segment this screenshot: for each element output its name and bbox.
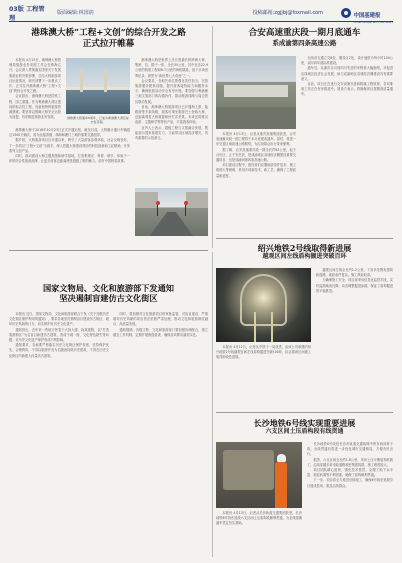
logo-title: 中国基建报 [353, 12, 381, 19]
paragraph: 越观区间左线全长约1.2公里，下穿多处既有建筑和道路，地质条件复杂，施工风险较高。 [316, 268, 393, 278]
article-changsha [216, 418, 393, 436]
paragraph: 本报讯 4月13日，记者从长沙轨道交通集团获悉，长沙地铁6号线东延段六支区间土压盾构段顺利贯通，为全线按期通车奠定坚实基础。 [216, 511, 302, 526]
article-expressway [216, 28, 393, 47]
paragraph: 项目团队精心组织，强化技术管控，克服了地下水丰富、地层软弱等不利因素，确保了盾构顺利贯通。 [307, 468, 393, 478]
tunnel-photo [216, 268, 311, 342]
page-header [9, 4, 393, 22]
article-hzmb-body-2 [9, 128, 130, 164]
section-divider [9, 250, 208, 251]
worker-photo [216, 442, 302, 508]
article-hzmb-headline-2: 正式拉开帷幕 [82, 38, 135, 49]
article-expressway-headline-1: 合安高速重庆段一期月底通车 [248, 28, 361, 38]
paragraph: 同时，要加强对文化旅游项目的审批监管，对盲目建设、严重破坏历史风貌的项目依法依规严肃处理，推动文化和旅游深度融合、高质量发展。 [113, 312, 208, 327]
paragraph: 全线设互通立交8处、服务区2处，设计速度为每小时100公里，双向四车道标准建设。 [301, 56, 393, 66]
article-expressway-body-2 [301, 56, 393, 98]
article-shaoxing [216, 243, 393, 261]
paragraph: 港珠澳大桥是世界上总长度最长的跨海大桥，集桥、岛、隧于一体，全长55公里，其中包含22.9公里的桥梁工程和6.7公里的海底隧道，创下多项世界纪录，被誉为“新世界七大奇迹”之一。 [135, 58, 208, 78]
paragraph: 据悉，六支区间全长约1.6公里，采用土压平衡盾构机施工，沿线穿越多条市政道路和密集建筑群，施工难度较大。 [307, 457, 393, 467]
paragraph: 据介绍，大桥旅游项目自开通以来，吸引了大量游客参观体验，社会反响良好。下一步将以“工程+文创”为抓手，深入挖掘大桥建设背后的科技创新和工匠精神，开发系列文创产品。 [9, 138, 130, 153]
paragraph: 通知强调，各级文物、文化和旅游部门要加强协调配合，建立健全工作机制，定期开展督促检查，确保各项要求落到实处。 [113, 327, 208, 337]
street-photo [135, 188, 208, 236]
paragraph: 据了解，合安高速重庆段一期全长约62公里，起于合川区，止于安岳县，是成渝地区双城经济圈建设重要交通项目，也是成渝间第四条高速公路。 [216, 147, 296, 163]
article-changsha-headline-1: 长沙地铁6号线实现重要进展 [253, 418, 356, 428]
article-hzmb [9, 28, 208, 49]
article-heritage-headline-1: 国家文物局、文化和旅游部下发通知 [42, 283, 174, 293]
paragraph: 通车后，从重庆合川到四川安岳的车程将大幅缩短，对促进沿线地区经济社会发展、助力成渝地区双城经济圈建设具有重要意义。 [301, 66, 393, 81]
article-heritage-body-2 [113, 312, 208, 338]
page-label: 03版 工程管理 [9, 5, 45, 22]
paragraph: 本报讯 4月12日，记者从中铁十一局获悉，由该公司承建的绍兴地铁2号线越观区间左线盾构掘进突破100环，标志着该区间施工取得阶段性进展。 [216, 345, 311, 360]
paragraph: 同时，推动建设大桥主题展馆和研学基地，打造集观光、科普、研学、体验于一体的综合性旅游品牌，让更多游客近距离感受超级工程的魅力，讲好中国桥梁故事。 [9, 154, 130, 164]
paragraph: 本报讯 近日，国家文物局、文化和旅游部联合下发《关于加强历史文化街区保护利用的通知》，要求各地坚决遏制盲目建设仿古街区、破坏历史风貌的行为，切实保护好历史文化遗产。 [9, 312, 109, 327]
paragraph: 通知要求，各地要严格落实历史文化街区保护规划，坚持保护优先、合理利用，不得以旅游开发为名随意拆除历史建筑，不得在历史文化街区内新建大体量仿古建筑。 [9, 343, 109, 358]
paragraph: 长沙地铁6号线是长沙市轨道交通线网中的东西向骨干线，全线贯通后将进一步优化城市交通格局，方便市民出行。 [307, 442, 393, 457]
article-heritage [9, 283, 208, 304]
logo-subtitle: CHINA INFRASTRUCTURE NEWS [353, 20, 393, 24]
paragraph: 项目建设过程中，建设者们克服地质条件复杂、施工难度大等困难，采用多项新技术、新工艺，确保了工程质量和进度。 [216, 163, 296, 178]
article-hzmb-body-3 [135, 58, 208, 141]
logo-icon [341, 8, 351, 18]
article-shaoxing-headline-1: 绍兴地铁2号线取得新进展 [257, 243, 352, 253]
article-heritage-body-1 [9, 312, 109, 359]
article-shaoxing-body-2 [316, 268, 393, 294]
article-shaoxing-body-1 [216, 345, 311, 361]
paragraph: 会议指出，港珠澳大桥是国家工程、国之重器，作为粤港澳大湾区建设的标志性工程，具备独特的旅游资源禀赋。要坚持以保障大桥安全运营为前提，有序推进旅游业务发展。 [9, 94, 61, 120]
paragraph: 港珠澳大桥于2018年10月23日正式开通运营，截至目前，大桥累计通行车辆超过1500万辆次，成为连接香港、珠海和澳门三地的重要交通纽带。 [9, 128, 130, 138]
article-hzmb-headline-1: 港珠澳大桥“工程+文创”的综合开发之路 [31, 28, 186, 38]
editor-credit: 版面编辑:林国润 [57, 10, 94, 16]
section-divider [216, 412, 393, 413]
paragraph: 本报讯 4月13日，记者从重庆高速集团获悉，合安高速重庆段一期工程将于本月底建成通车。届时，将进一步完善区域高速公路网络，为沿线群众出行带来便利。 [216, 132, 296, 147]
column-divider [212, 252, 213, 557]
paragraph: 会议要求，各相关单位要强化责任担当，完善旅游服务配套设施，提升游客接待能力和服务水平，确保旅游活动安全有序开展。要加强与粤港澳三地文旅部门的沟通协作，推动旅游线路与周边景区联动发展。 [135, 78, 208, 104]
paragraph: 目前，项目正在进行交安设施完善和附属工程收尾，各项准备工作正在有序推进中。建设方表示，将确保项目按期高质量通车。 [301, 82, 393, 97]
section-divider [216, 238, 393, 239]
paragraph: 为确保施工安全，项目部采用信息化监控手段，实时监测地表沉降，动态调整掘进参数，保证了盾构掘进的平稳推进。 [316, 278, 393, 293]
paragraph: 下一步，项目将全力推进后续施工，确保6号线东延段早日建成投用，惠及沿线群众。 [307, 478, 393, 488]
expressway-photo [216, 56, 296, 129]
paragraph: 本报讯 4月13日，港珠澳大桥管理局旅游业务发展工作会在珠海召开，会议深入贯彻落实国家关于发展旅游业的决策部署，总结大桥旅游项目运营情况，研究部署下一步重点工作，正式拉开港珠澳大桥“工程+文创”的综合开发之路。 [9, 58, 61, 94]
article-changsha-body-1 [216, 511, 302, 527]
article-expressway-headline-2: 系成渝第四条高速公路 [272, 38, 337, 47]
article-hzmb-body-1 [9, 58, 61, 120]
contribution-email[interactable]: 投稿邮箱:zgjjbj@foxmail.com [252, 10, 323, 16]
bridge-photo [66, 58, 130, 114]
article-shaoxing-headline-2: 越观区间左线盾构掘进突破百环 [262, 253, 347, 260]
article-changsha-body-2 [307, 442, 393, 489]
article-changsha-headline-2: 六支区间土压盾构段有线贯通 [265, 428, 344, 435]
paragraph: 通知指出，近年来一些地方热衷于大拆大建、拆真建假，以“打造旅游街区”为名盲目新建仿古建筑，造成千城一面、文化特色缺失等问题，对历史文化遗产保护造成不利影响。 [9, 327, 109, 343]
newspaper-logo [331, 2, 393, 24]
article-expressway-body-1 [216, 132, 296, 179]
paragraph: 业内人士表示，超级工程与文旅融合发展，既能展示国家基建实力，又能带动区域经济增长，具有重要的示范意义。 [135, 125, 208, 141]
bridge-photo-caption: 港珠澳大桥通车5周年，已成为粤港澳大湾区标志性景观。 [67, 116, 129, 124]
paragraph: 目前，港珠澳大桥旅游项目已开通海上游、陆路游等多条线路，游客可乘坐旅游巴士登临大桥，近距离观赏大桥雄姿和伶仃洋美景。未来还将推出夜游、主题研学等特色产品，丰富游客体验。 [135, 104, 208, 125]
article-heritage-headline-2: 坚决遏制盲建仿古文化街区 [59, 293, 158, 304]
column-divider [212, 26, 213, 248]
